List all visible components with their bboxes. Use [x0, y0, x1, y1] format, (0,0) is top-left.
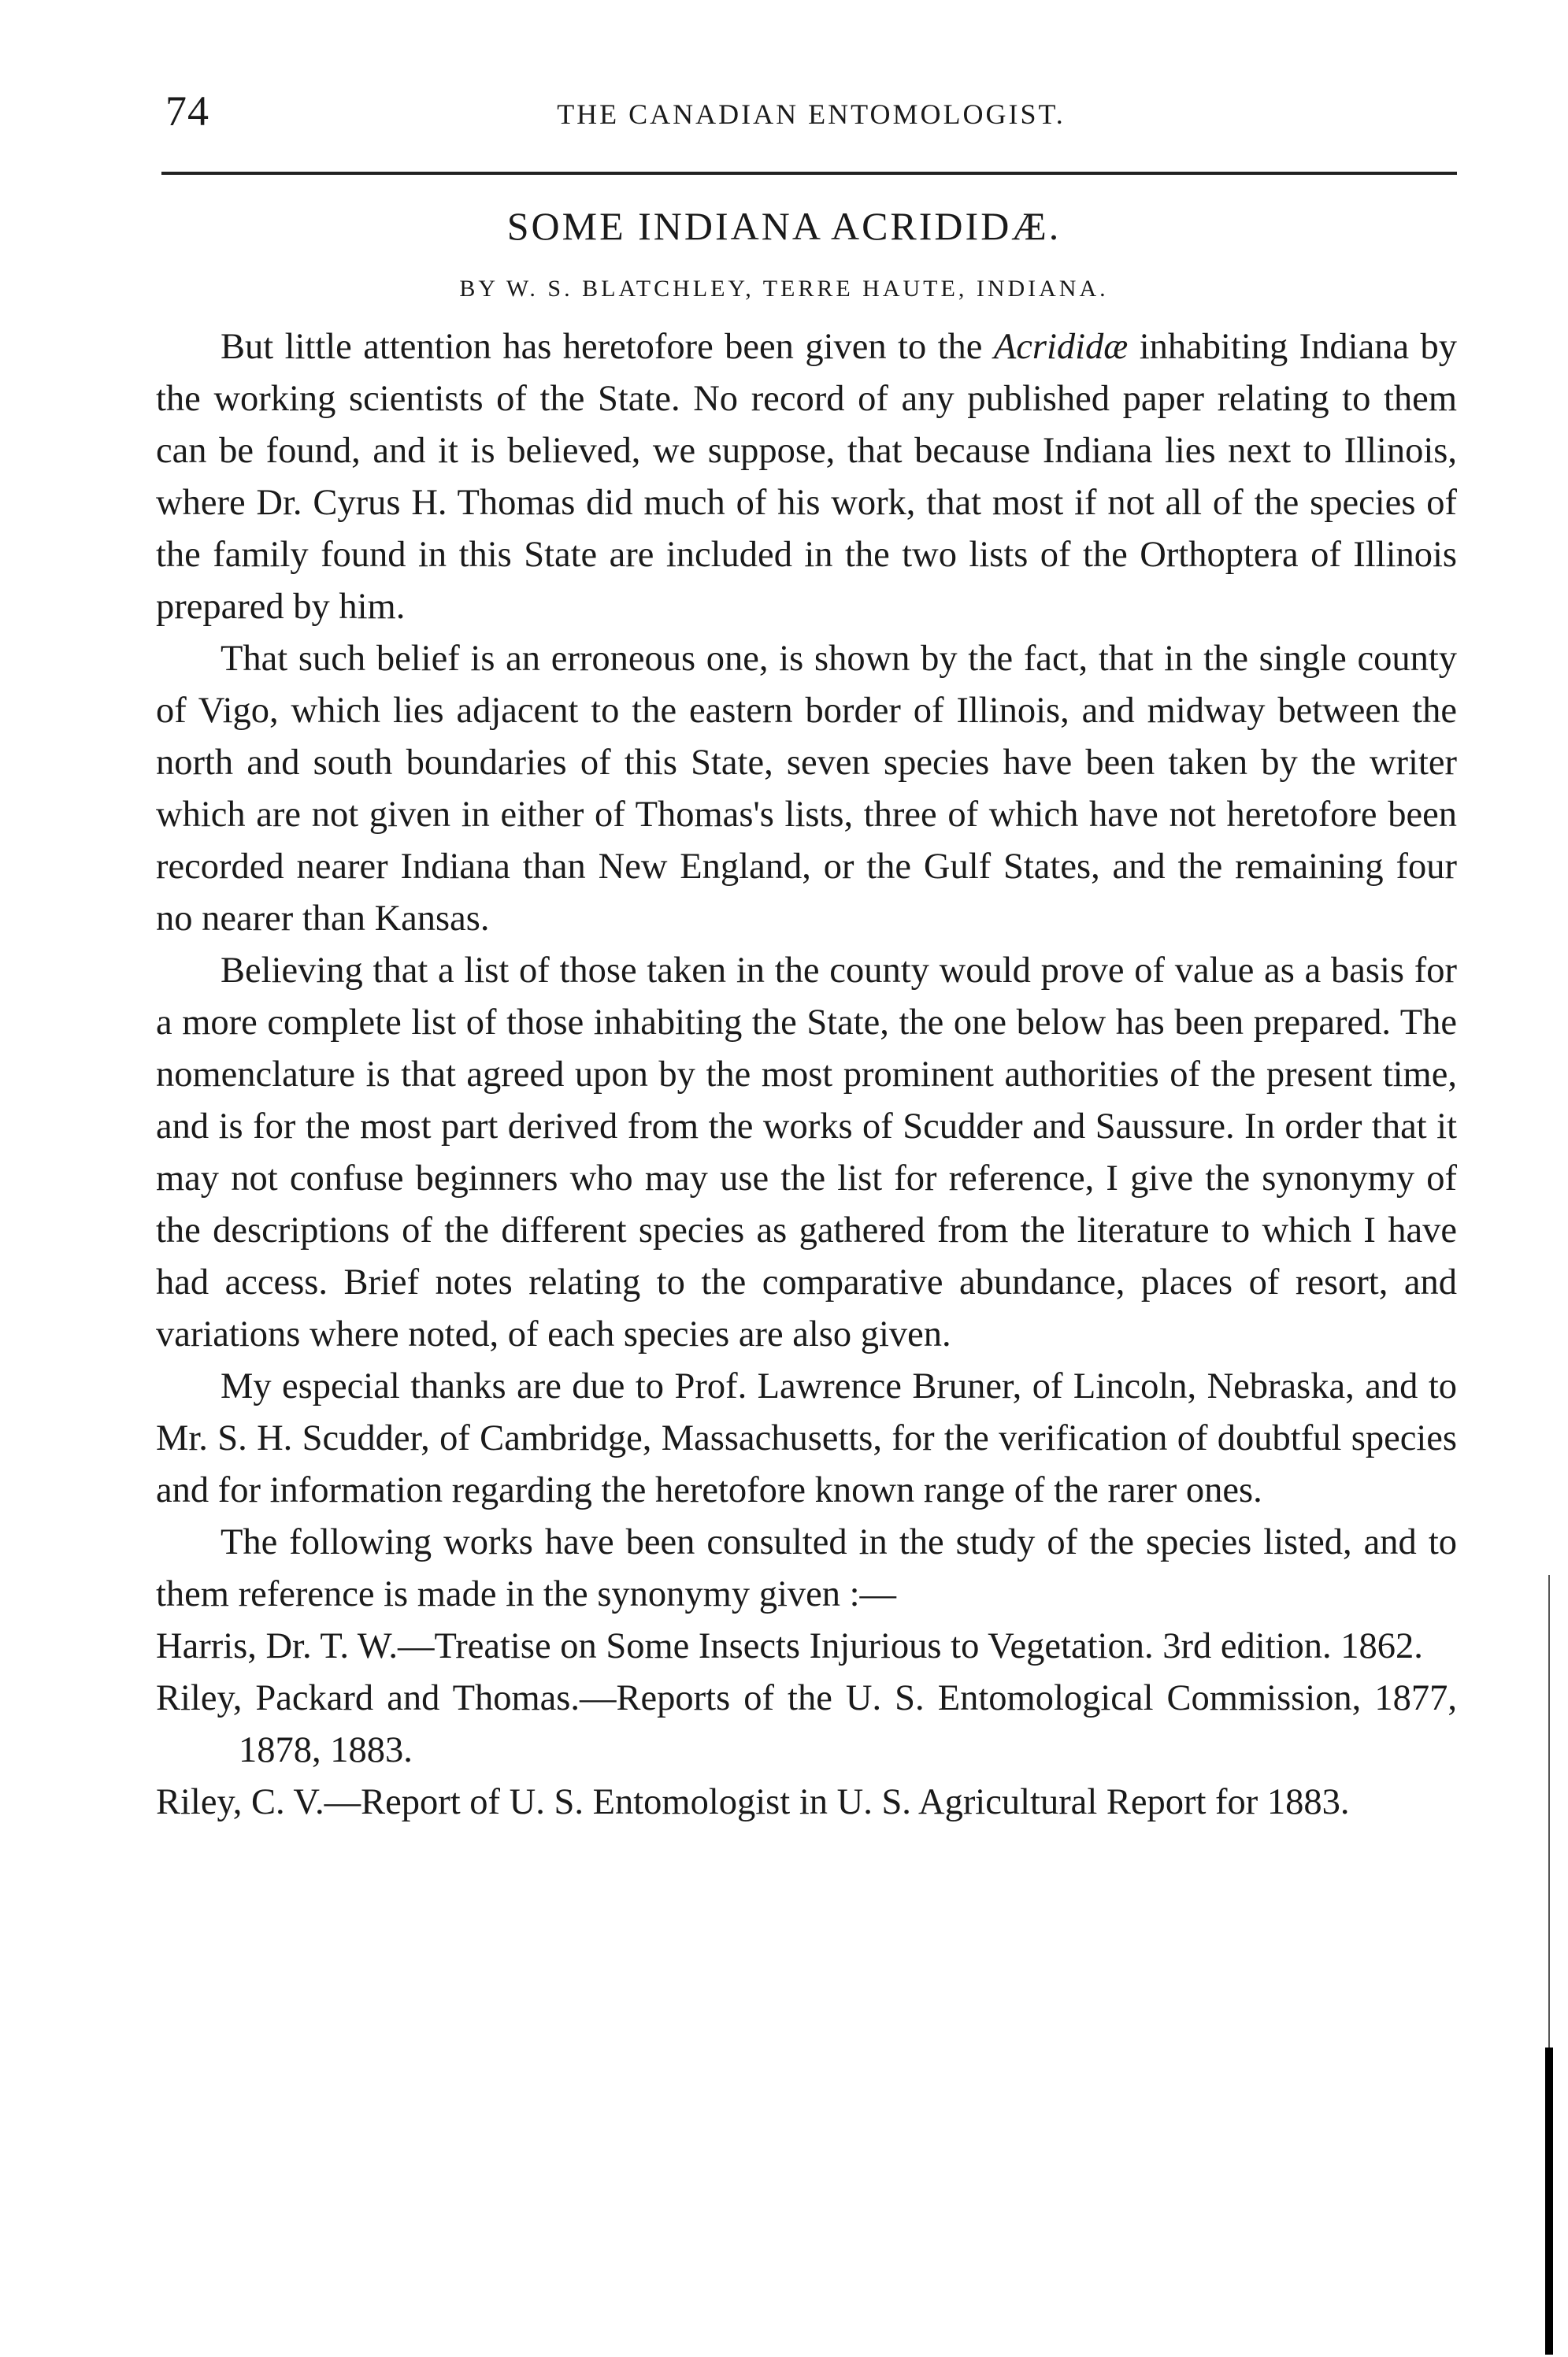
article-byline: BY W. S. BLATCHLEY, TERRE HAUTE, INDIANA.	[459, 276, 1109, 302]
header-rule	[161, 172, 1457, 175]
paragraph-4: My especial thanks are due to Prof. Lawrence Bruner, of Lincoln, Nebraska, and to Mr. S. H. Scudder, of Cambridge, Massachusetts, for the verification of doubtful species and for information regarding the heretofore known range of the rarer ones.	[156, 1366, 1457, 1510]
page-number: 74	[165, 87, 209, 135]
paragraph-1-emphasis: Acrididæ	[993, 327, 1129, 367]
paragraph-1	[156, 321, 1457, 633]
paragraph-1-before: But little attention has heretofore been given to the	[221, 327, 994, 367]
paragraph-3: Believing that a list of those taken in the county would prove of value as a basis for a more complete list of those inhabiting the State, the one below has been prepared. The nomenclature is that agreed upon by the most prominent authorities of the present time, and is for the most part derived from the works of Scudder and Saussure. In order that it may not confuse beginners who may use the list for reference, I give the synonymy of the descriptions of the different species as gathered from the literature to which I have had access. Brief notes relating to the comparative abundance, places of resort, and variations where noted, of each species are also given.	[156, 951, 1457, 1355]
reference-item: Riley, Packard and Thomas.—Reports of the U. S. Entomological Commission, 1877, 1878, 1883.	[156, 1678, 1457, 1770]
page-header	[165, 87, 1457, 142]
scan-edge-bar	[1545, 2048, 1553, 2355]
reference-item: Riley, C. V.—Report of U. S. Entomologist in U. S. Agricultural Report for 1883.	[156, 1782, 1350, 1822]
running-head: THE CANADIAN ENTOMOLOGIST.	[557, 98, 1066, 130]
paragraph-5: The following works have been consulted in the study of the species listed, and to them reference is made in the synonymy given :—	[156, 1522, 1457, 1614]
scan-edge-line	[1548, 1575, 1550, 2048]
article-title: SOME INDIANA ACRIDIDÆ.	[506, 204, 1062, 248]
reference-item: Harris, Dr. T. W.—Treatise on Some Insects Injurious to Vegetation. 3rd edition. 1862.	[156, 1626, 1423, 1666]
reference-list	[156, 1621, 1457, 1829]
article-body	[156, 321, 1457, 1829]
paragraph-2: That such belief is an erroneous one, is shown by the fact, that in the single county of Vigo, which lies adjacent to the eastern border of Illinois, and midway between the north and south boundaries of this State, seven species have been taken by the writer which are not given in either of Thomas's lists, three of which have not heretofore been recorded nearer Indiana than New England, or the Gulf States, and the remaining four no nearer than Kansas.	[156, 639, 1457, 939]
paragraph-1-after: inhabiting Indiana by the working scientists of the State. No record of any published paper relating to them can be found, and it is believed, we suppose, that because Indiana lies next to Illinois, where Dr. Cyrus H. Thomas did much of his work, that most if not all of the species of the family found in this State are included in the two lists of the Orthoptera of Illinois prepared by him.	[156, 327, 1458, 627]
